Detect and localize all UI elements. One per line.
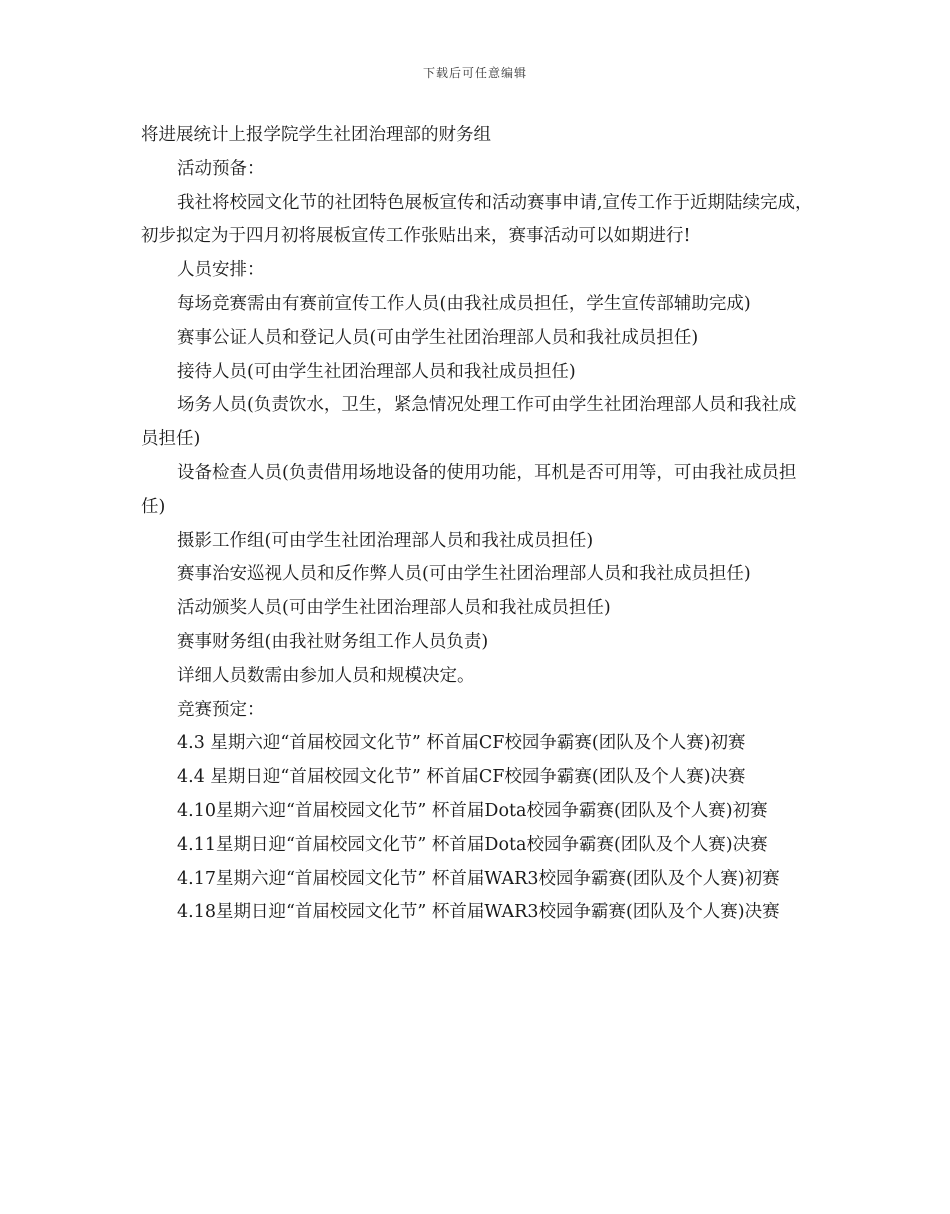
paragraph-17: 4.4 星期日迎“首届校园文化节” 杯首届CF校园争霸赛(团队及个人赛)决赛: [177, 767, 746, 788]
paragraph-14: 详细人员数需由参加人员和规模决定。: [177, 665, 475, 686]
paragraph-6: 赛事公证人员和登记人员(可由学生社团治理部人员和我社成员担任): [177, 327, 699, 348]
paragraph-7: 接待人员(可由学生社团治理部人员和我社成员担任): [177, 361, 576, 382]
paragraph-4: 人员安排：: [177, 260, 265, 281]
paragraph-12: 活动颁奖人员(可由学生社团治理部人员和我社成员担任): [177, 598, 611, 619]
page-header: 下载后可任意编辑: [422, 66, 527, 80]
paragraph-19: 4.11星期日迎“首届校园文化节” 杯首届Dota校园争霸赛(团队及个人赛)决赛: [177, 834, 768, 855]
paragraph-1: 将进展统计上报学院学生社团治理部的财务组: [141, 125, 491, 145]
document-body: [141, 119, 813, 930]
paragraph-18: 4.10星期六迎“首届校园文化节” 杯首届Dota校园争霸赛(团队及个人赛)初赛: [177, 800, 768, 821]
paragraph-21: 4.18星期日迎“首届校园文化节” 杯首届WAR3校园争霸赛(团队及个人赛)决赛: [177, 902, 780, 923]
paragraph-20: 4.17星期六迎“首届校园文化节” 杯首届WAR3校园争霸赛(团队及个人赛)初赛: [177, 868, 780, 889]
paragraph-3: 我社将校园文化节的社团特色展板宣传和活动赛事申请,宣传工作于近期陆续完成，初步拟定为于四月初将展板宣传工作张贴出来，赛事活动可以如期进行!: [141, 192, 813, 247]
paragraph-8: 场务人员(负责饮水，卫生，紧急情况处理工作可由学生社团治理部人员和我社成员担任): [141, 395, 797, 450]
paragraph-2: 活动预备：: [177, 158, 265, 179]
paragraph-9: 设备检查人员(负责借用场地设备的使用功能，耳机是否可用等，可由我社成员担任): [141, 462, 797, 517]
paragraph-11: 赛事治安巡视人员和反作弊人员(可由学生社团治理部人员和我社成员担任): [177, 564, 751, 585]
paragraph-13: 赛事财务组(由我社财务组工作人员负责): [177, 631, 489, 652]
paragraph-10: 摄影工作组(可由学生社团治理部人员和我社成员担任): [177, 530, 594, 551]
paragraph-16: 4.3 星期六迎“首届校园文化节” 杯首届CF校园争霸赛(团队及个人赛)初赛: [177, 733, 746, 754]
paragraph-5: 每场竞赛需由有赛前宣传工作人员(由我社成员担任，学生宣传部辅助完成): [177, 293, 751, 314]
paragraph-15: 竞赛预定：: [177, 699, 265, 720]
